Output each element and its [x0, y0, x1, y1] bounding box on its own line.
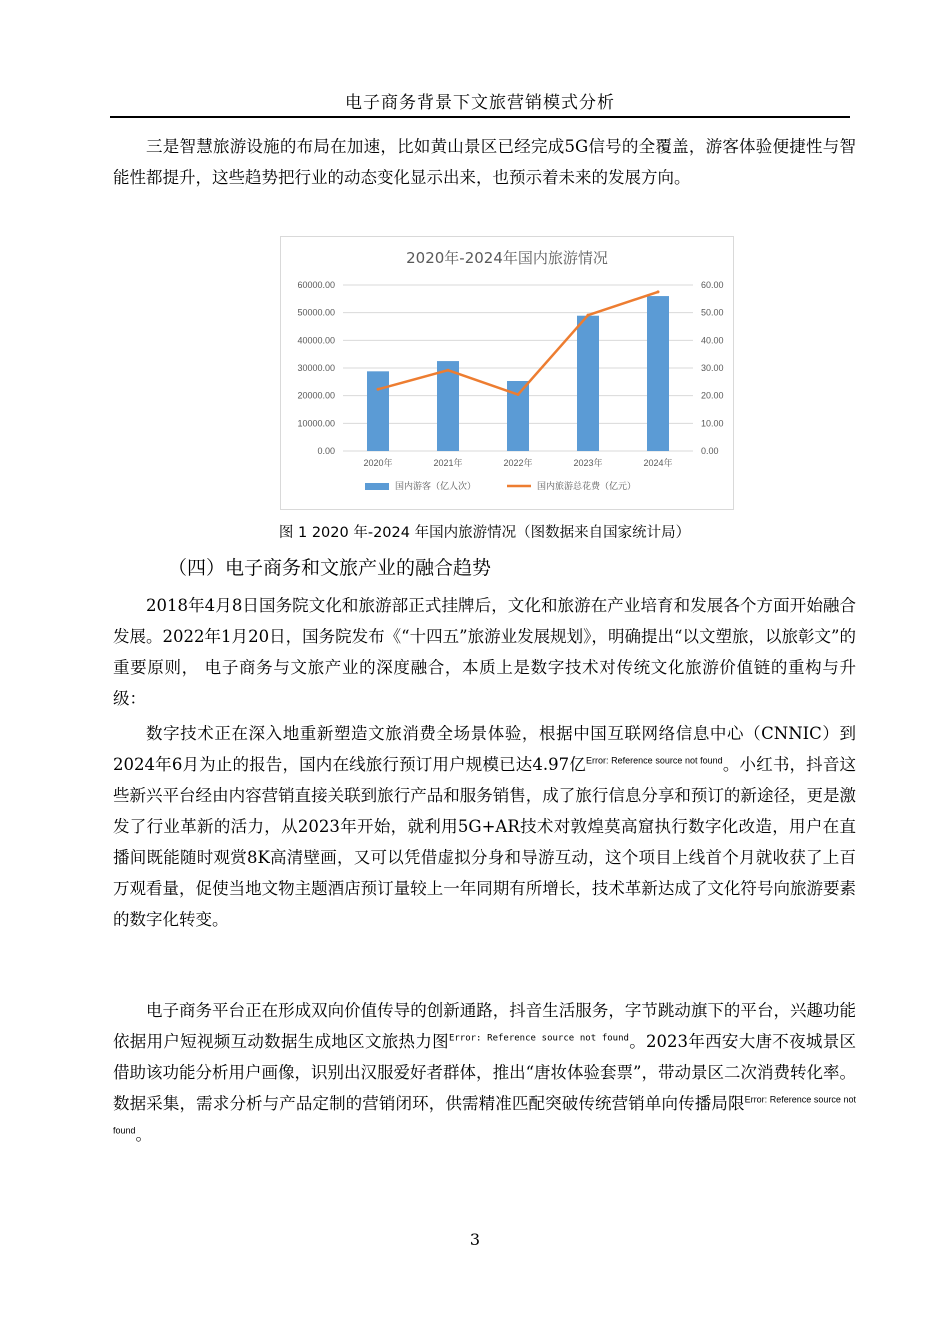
- y-left-tick-label: 60000.00: [297, 280, 335, 290]
- figure-caption: 图 1 2020 年-2024 年国内旅游情况（图数据来自国家统计局）: [278, 525, 691, 541]
- chart-title: 2020年-2024年国内旅游情况: [406, 249, 608, 267]
- y-right-tick-label: 0.00: [701, 446, 719, 456]
- y-left-tick-label: 20000.00: [297, 390, 335, 401]
- tourism-chart: [280, 236, 734, 510]
- y-right-tick-label: 40.00: [701, 335, 724, 346]
- spending-point-5: [657, 290, 660, 293]
- reference-error-3: Error: Reference source not found: [113, 1094, 856, 1136]
- paragraph-ecommerce-part1: 电子商务平台正在形成双向价值传导的创新通路，抖音生活服务，字节跳动旗下的平台，兴趣功能依据用户短视频互动数据生成地区文旅热力图: [113, 1001, 856, 1051]
- bar-5: [647, 296, 669, 451]
- legend-bar-label: 国内游客（亿人次）: [395, 482, 477, 492]
- spending-point-3: [517, 393, 520, 396]
- y-right-tick-label: 50.00: [701, 307, 724, 318]
- x-tick-label: 2021年: [433, 458, 463, 468]
- y-right-tick-label: 60.00: [701, 280, 724, 290]
- y-right-tick-label: 10.00: [701, 418, 724, 429]
- paragraph-ecommerce-part2: 。2023年西安大唐不夜城景区借助该功能分析用户画像，识别出汉服爱好者群体，推出“唐妆体验套票”，带动景区二次消费转化率。数据采集，需求分析与产品定制的营销闭环，供需精准匹配突破传统营销单向传播局限: [113, 1032, 856, 1113]
- paragraph-digital-tech-part2: 。小红书，抖音这些新兴平台经由内容营销直接关联到旅行产品和服务销售，成了旅行信息分享和预订的新途径，更是激发了行业革新的活力，从2023年开始，就利用5G+AR技术对敦煌莫高窟执行数字化改造，用户在直播间既能随时观赏8K高清壁画，又可以凭借虚拟分身和导游互动，这个项目上线首个月就收获了上百万观看量，促使当地文物主题酒店预订量较上一年同期有所增长，技术革新达成了文化符号向旅游要素的数字化转变。: [113, 755, 857, 929]
- reference-error-2: Error: Reference source not found: [448, 1033, 629, 1044]
- paragraph-integration: 2018年4月8日国务院文化和旅游部正式挂牌后，文化和旅游在产业培育和发展各个方面开始融合发展。2022年1月20日，国务院发布《“十四五”旅游业发展规划》，明确提出“以文塑旅，以旅彰文”的重要原则， 电子商务与文旅产业的深度融合，本质上是数字技术对传统文化旅游价值链的重构与升级：: [113, 596, 856, 708]
- page-number: 3: [469, 1230, 481, 1249]
- spending-point-4: [587, 314, 590, 317]
- x-tick-label: 2024年: [643, 458, 673, 468]
- chart-svg: [281, 237, 733, 509]
- y-left-tick-label: 30000.00: [297, 363, 335, 373]
- legend-bar-swatch: [365, 483, 389, 490]
- paragraph-ecommerce-platform: [113, 995, 856, 1150]
- paragraph-smart-tourism: 三是智慧旅游设施的布局在加速，比如黄山景区已经完成5G信号的全覆盖，游客体验便捷性与智能性都提升，这些趋势把行业的动态变化显示出来，也预示着未来的发展方向。: [113, 137, 856, 187]
- reference-error-1: Error: Reference source not found: [585, 755, 723, 766]
- x-tick-label: 2022年: [503, 458, 533, 468]
- y-right-tick-label: 20.00: [701, 390, 724, 401]
- spending-point-2: [447, 369, 450, 372]
- x-tick-label: 2023年: [573, 458, 603, 468]
- paragraph-digital-tech-part1: 数字技术正在深入地重新塑造文旅消费全场景体验，根据中国互联网络信息中心（CNNIC）到2024年6月为止的报告，国内在线旅行预订用户规模已达4.97亿: [113, 724, 856, 774]
- spending-point-1: [377, 388, 380, 391]
- bar-2: [437, 361, 459, 451]
- paragraph-digital-tech: [113, 718, 856, 935]
- y-left-tick-label: 10000.00: [297, 418, 335, 429]
- y-left-tick-label: 0.00: [317, 446, 335, 456]
- y-left-tick-label: 40000.00: [297, 335, 335, 346]
- bar-4: [577, 316, 599, 451]
- bar-1: [367, 371, 389, 451]
- paragraph-ecommerce-part3: 。: [135, 1125, 153, 1144]
- x-tick-label: 2020年: [363, 458, 393, 468]
- y-left-tick-label: 50000.00: [297, 307, 335, 318]
- page-header-title: 电子商务背景下文旅营销模式分析: [345, 93, 615, 113]
- header-rule: [110, 116, 850, 118]
- section-heading: （四）电子商务和文旅产业的融合趋势: [168, 557, 492, 579]
- spending-line: [378, 292, 658, 395]
- y-right-tick-label: 30.00: [701, 363, 724, 373]
- legend-line-label: 国内旅游总花费（亿元）: [537, 482, 637, 492]
